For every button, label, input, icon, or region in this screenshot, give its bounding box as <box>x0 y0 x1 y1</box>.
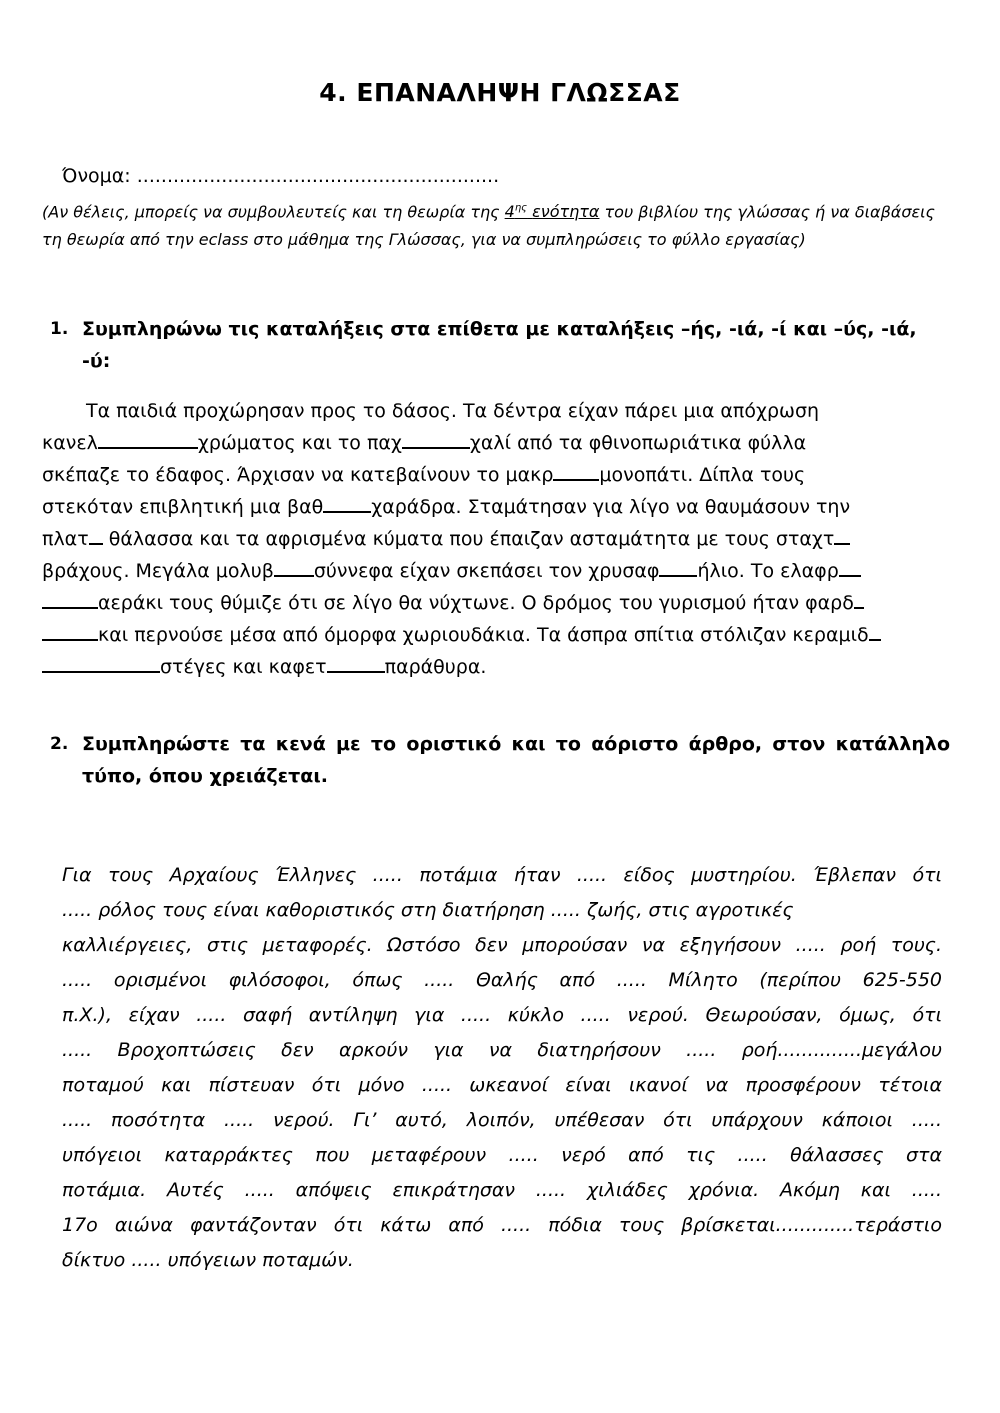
blank-gap[interactable] <box>98 429 198 449</box>
text-segment: στέγες και καφετ <box>160 656 327 678</box>
text-segment: ήλιο. Το ελαφρ <box>697 560 839 582</box>
text-segment: βράχους. Μεγάλα μολυβ <box>42 560 274 582</box>
blank-gap[interactable] <box>659 557 697 577</box>
text-line <box>42 619 952 651</box>
blank-gap[interactable] <box>42 653 160 673</box>
text-line <box>42 491 952 523</box>
text-line: ..... ρόλος τους είναι καθοριστικός στη διατήρηση ..... ζωής, στις αγροτικές <box>62 899 794 921</box>
text-segment: σκέπαζε το έδαφος. Άρχισαν να κατεβαίνουν το μακρ <box>42 464 554 486</box>
name-dots: ............................................................ <box>136 165 500 187</box>
exercise-2-number: 2. <box>50 734 69 754</box>
blank-gap[interactable] <box>402 429 470 449</box>
text-line: καλλιέργειες, στις μεταφορές. Ωστόσο δεν μπορούσαν να εξηγήσουν ..... ροή τους. <box>62 934 942 956</box>
blank-gap[interactable] <box>327 653 385 673</box>
exercise-2-heading <box>50 728 950 792</box>
note-unit-word: ενότητα <box>532 202 600 222</box>
exercise-1-text <box>42 395 952 683</box>
blank-gap[interactable] <box>323 493 371 513</box>
blank-gap[interactable] <box>89 525 103 545</box>
exercise-1-instruction: Συμπληρώνω τις καταλήξεις στα επίθετα με καταλήξεις –ής, -ιά, -ί και –ύς, -ιά, -ύ: <box>82 318 917 372</box>
text-line <box>42 459 952 491</box>
exercise-2-text <box>62 858 942 1278</box>
text-segment: στεκόταν επιβλητική μια βαθ <box>42 496 324 518</box>
text-segment: αεράκι τους θύμιζε ότι σε λίγο θα νύχτωνε. Ο δρόμος του γυρισμού ήταν φαρδ <box>98 592 854 614</box>
name-label: Όνομα: <box>62 165 131 187</box>
text-segment: σύννεφα είχαν σκεπάσει τον χρυσαφ <box>313 560 660 582</box>
note-ordinal-suffix: ης <box>514 203 528 214</box>
note-ordinal-number: 4 <box>504 202 515 222</box>
blank-gap[interactable] <box>854 589 864 609</box>
text-line <box>42 587 952 619</box>
blank-gap[interactable] <box>274 557 314 577</box>
blank-gap[interactable] <box>553 461 599 481</box>
instructions-note <box>42 195 942 254</box>
blank-gap[interactable] <box>839 557 861 577</box>
text-segment: μονοπάτι. Δίπλα τους <box>599 464 806 486</box>
text-line: δίκτυο ..... υπόγειων ποταμών. <box>62 1249 354 1271</box>
exercise-1-heading <box>50 313 950 377</box>
note-unit-reference <box>505 202 600 221</box>
text-segment: χρώματος και το παχ <box>197 432 402 454</box>
page-title: 4. ΕΠΑΝΑΛΗΨΗ ΓΛΩΣΣΑΣ <box>319 78 681 107</box>
text-segment: παράθυρα. <box>384 656 487 678</box>
text-line: 17ο αιώνα φαντάζονταν ότι κάτω από ..... πόδια τους βρίσκεται.............τεράστιο <box>62 1214 942 1236</box>
text-segment: χαλί από τα φθινοπωριάτικα φύλλα <box>469 432 807 454</box>
text-line <box>42 427 952 459</box>
text-line <box>42 395 952 427</box>
text-segment: Τα παιδιά προχώρησαν προς το δάσος. Τα δέντρα είχαν πάρει μια απόχρωση <box>86 400 820 422</box>
text-line: Για τους Αρχαίους Έλληνες ..... ποτάμια ήταν ..... είδος μυστηρίου. Έβλεπαν ότι <box>62 864 942 886</box>
blank-gap[interactable] <box>42 621 98 641</box>
text-line <box>42 523 952 555</box>
text-line: ..... Βροχοπτώσεις δεν αρκούν για να διατηρήσουν ..... ροή..............μεγάλου <box>62 1039 942 1061</box>
text-segment: πλατ <box>42 528 89 550</box>
text-line: υπόγειοι καταρράκτες που μεταφέρουν ..... νερό από τις ..... θάλασσες στα <box>62 1144 942 1166</box>
exercise-2-instruction: Συμπληρώστε τα κενά με το οριστικό και το αόριστο άρθρο, στον κατάλληλο τύπο, όπου χρειάζεται. <box>82 733 950 787</box>
text-line: π.Χ.), είχαν ..... σαφή αντίληψη για ..... κύκλο ..... νερού. Θεωρούσαν, όμως, ότι <box>62 1004 942 1026</box>
name-field[interactable] <box>62 165 499 187</box>
text-segment: χαράδρα. Σταμάτησαν για λίγο να θαυμάσουν την <box>371 496 851 518</box>
blank-gap[interactable] <box>42 589 98 609</box>
text-line: ..... ορισμένοι φιλόσοφοι, όπως ..... Θαλής από ..... Μίλητο (περίπου 625-550 <box>62 969 942 991</box>
exercise-1-number: 1. <box>50 319 69 339</box>
blank-gap[interactable] <box>869 621 881 641</box>
note-part2: του βιβλίου της γλώσσας ή να διαβάσεις τη θεωρία από την eclass στο μάθημα της Γλώσσας, για να συμπληρώσεις το φύλλο εργασίας) <box>42 202 935 250</box>
text-segment: και περνούσε μέσα από όμορφα χωριουδάκια. Τα άσπρα σπίτια στόλιζαν κεραμιδ <box>98 624 869 646</box>
text-line: ..... ποσότητα ..... νερού. Γι’ αυτό, λοιπόν, υπέθεσαν ότι υπάρχουν κάποιοι ..... <box>62 1109 942 1131</box>
note-part1: (Αν θέλεις, μπορείς να συμβουλευτείς και τη θεωρία της <box>42 202 505 222</box>
text-line <box>42 651 952 683</box>
text-line: ποταμού και πίστευαν ότι μόνο ..... ωκεανοί είναι ικανοί να προσφέρουν τέτοια <box>62 1074 942 1096</box>
text-segment: θάλασσα και τα αφρισμένα κύματα που έπαιζαν ασταμάτητα με τους σταχτ <box>102 528 835 550</box>
text-line <box>42 555 952 587</box>
text-line: ποτάμια. Αυτές ..... απόψεις επικράτησαν ..... χιλιάδες χρόνια. Ακόμη και ..... <box>62 1179 942 1201</box>
blank-gap[interactable] <box>834 525 850 545</box>
text-segment: κανελ <box>42 432 98 454</box>
